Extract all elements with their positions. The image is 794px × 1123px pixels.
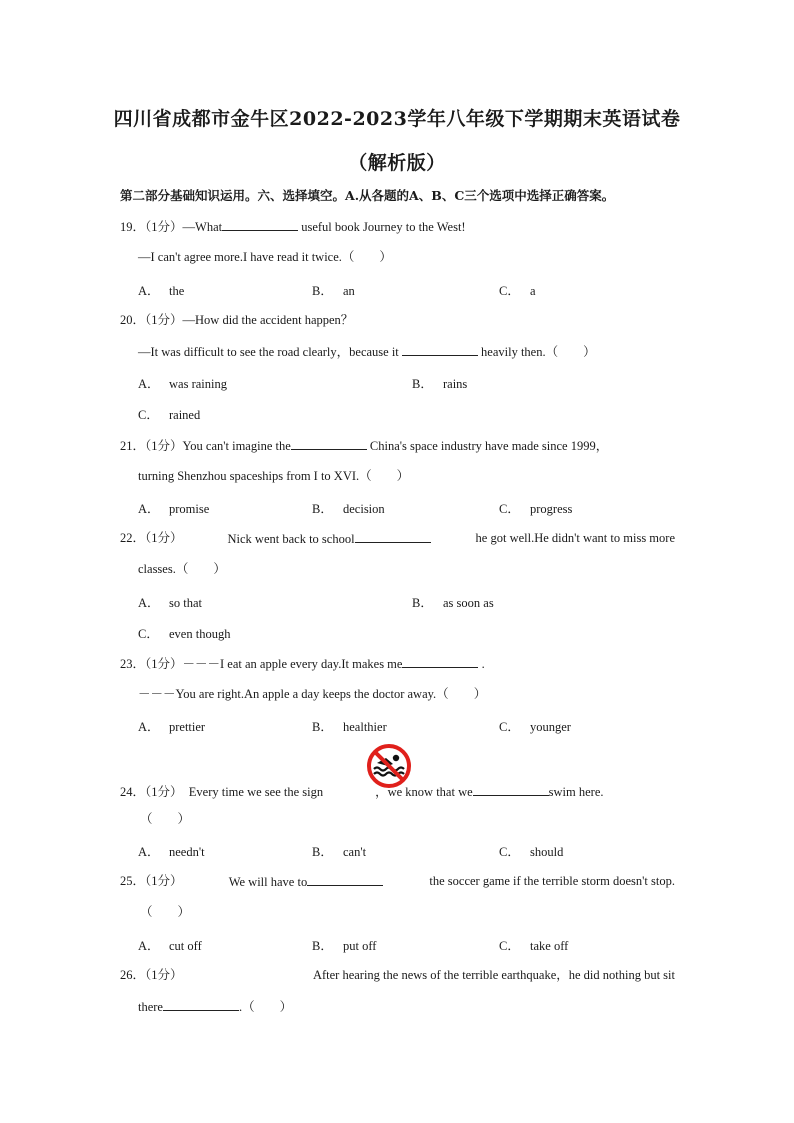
option-c: C． should <box>499 845 564 859</box>
exam-subtitle: （解析版） <box>348 152 446 174</box>
option-c: C． even though <box>138 627 231 641</box>
question-21-continuation: turning Shenzhou spaceships from I to XVI.（ ） <box>138 469 410 483</box>
option-b: B． as soon as <box>412 596 494 610</box>
option-c: C． younger <box>499 720 571 734</box>
option-a: A． needn't <box>138 845 205 859</box>
option-b: B． rains <box>412 377 468 391</box>
option-b: B． can't <box>312 845 367 859</box>
answer-blank <box>473 783 549 796</box>
question-22-stem: 22．（1分） Nick went back to school he got well.He didn't want to miss more <box>120 531 675 546</box>
section-header: 第二部分基础知识运用。六、选择填空。A.从各题的A、B、C三个选项中选择正确答案。 <box>120 188 615 203</box>
option-a: A． cut off <box>138 939 202 953</box>
option-a: A． prettier <box>138 720 206 734</box>
option-b: B． put off <box>312 939 377 953</box>
question-24-paren: （ ） <box>140 812 191 826</box>
option-c: C． rained <box>138 408 201 422</box>
option-a: A． was raining <box>138 377 227 391</box>
answer-blank <box>355 530 431 543</box>
option-a: A． the <box>138 284 185 298</box>
question-23-dialogue: －－－You are right.An apple a day keeps the doctor away.（ ） <box>138 687 487 701</box>
option-b: B． healthier <box>312 720 387 734</box>
answer-blank <box>307 873 383 886</box>
question-21-stem: 21．（1分）You can't imagine the China's space industry have made since 1999， <box>120 439 609 453</box>
option-c: C． a <box>499 284 536 298</box>
question-22-continuation: classes.（ ） <box>138 562 226 576</box>
question-20-dialogue: —It was difficult to see the road clearly，because it heavily then.（ ） <box>138 345 596 359</box>
question-25-stem: 25．（1分） We will have to the soccer game if the terrible storm doesn't stop. <box>120 874 675 889</box>
exam-title: 四川省成都市金牛区2022-2023学年八年级下学期期末英语试卷 <box>113 108 681 130</box>
question-26-continuation: there .（ ） <box>138 1000 293 1014</box>
answer-blank <box>291 437 367 450</box>
answer-blank <box>402 655 478 668</box>
option-b: B． an <box>312 284 355 298</box>
option-b: B． decision <box>312 502 385 516</box>
question-19-stem: 19．（1分）—What useful book Journey to the West! <box>120 220 466 234</box>
question-20-stem: 20．（1分）—How did the accident happen？ <box>120 313 354 327</box>
question-26-stem: 26．（1分） After hearing the news of the terrible earthquake，he did nothing but sit <box>120 968 675 982</box>
option-c: C． take off <box>499 939 569 953</box>
option-a: A． so that <box>138 596 202 610</box>
answer-blank <box>402 343 478 356</box>
answer-blank <box>222 218 298 231</box>
question-24-stem: 24．（1分） Every time we see the sign ，we know that we swim here. <box>120 785 604 799</box>
question-19-dialogue: —I can't agree more.I have read it twice.（ ） <box>138 250 392 264</box>
question-25-paren: （ ） <box>140 905 191 919</box>
question-23-stem: 23．（1分）－－－I eat an apple every day.It makes me . <box>120 657 485 671</box>
option-c: C． progress <box>499 502 573 516</box>
option-a: A． promise <box>138 502 210 516</box>
answer-blank <box>163 998 239 1011</box>
